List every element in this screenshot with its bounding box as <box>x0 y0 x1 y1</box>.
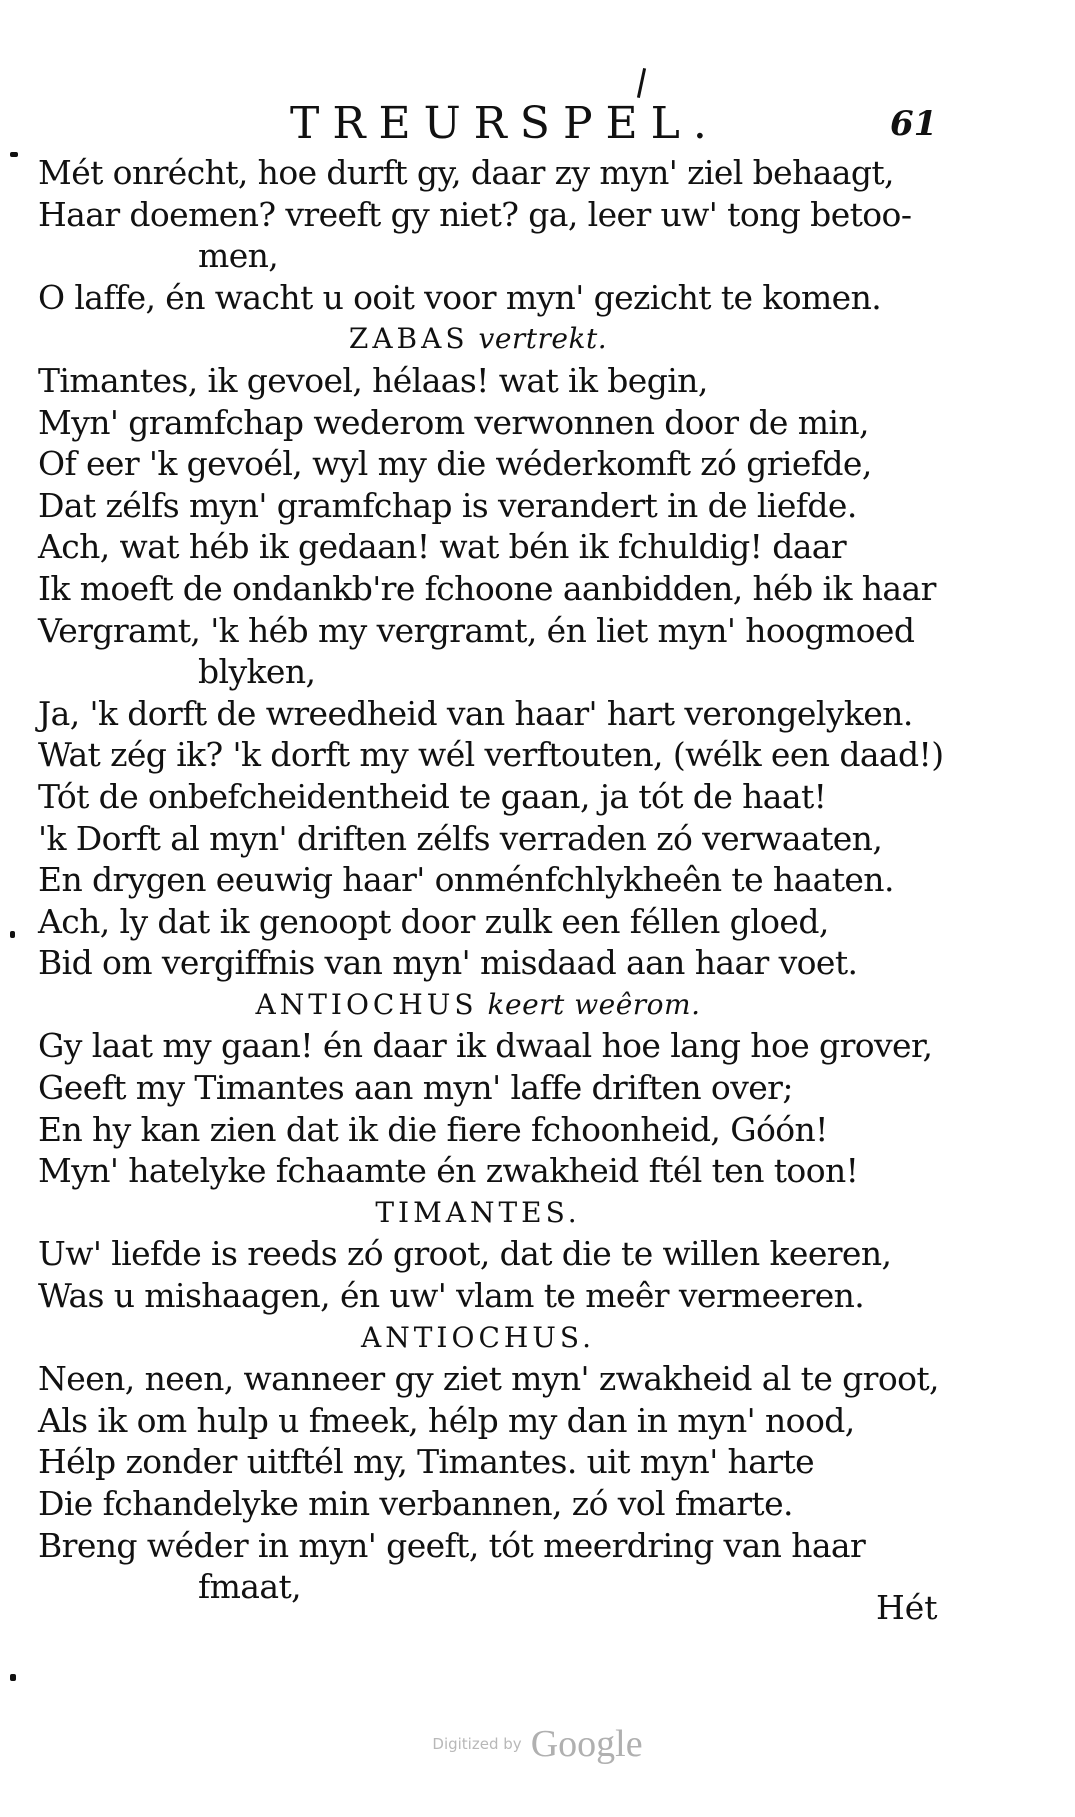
verse-line: En hy kan zien dat ik die fiere fchoonheid, Góón! <box>38 1109 828 1149</box>
verse-line: Dat zélfs myn' gramfchap is verandert in de liefde. <box>38 485 857 525</box>
google-logo: Google <box>530 1723 643 1765</box>
speaker-name: ZABAS <box>348 322 469 356</box>
verse-line: Hélp zonder uitftél my, Timantes. uit myn' harte <box>38 1442 815 1482</box>
verse-continuation: fmaat, <box>198 1567 302 1607</box>
verse-line: Die fchandelyke min verbannen, zó vol fmarte. <box>38 1484 793 1523</box>
speaker-heading <box>38 1317 958 1359</box>
speaker-heading <box>38 1192 958 1234</box>
stage-direction: keert weêrom. <box>487 987 701 1021</box>
running-title: TREURSPEL. <box>290 98 720 149</box>
verse-line: Myn' gramfchap wederom verwonnen door de min, <box>38 402 869 442</box>
digitization-watermark <box>0 1722 1075 1766</box>
verse-line: Was u mishaagen, én uw' vlam te meêr vermeeren. <box>38 1276 865 1316</box>
verse-line: Tót de onbefcheidentheid te gaan, ja tót de haat! <box>38 776 827 816</box>
verse-line: Gy laat my gaan! én daar ik dwaal hoe lang hoe grover, <box>38 1026 933 1066</box>
speaker-name: ANTIOCHUS. <box>361 1320 595 1354</box>
speaker-heading <box>38 984 958 1026</box>
verse-line: Wat zég ik? 'k dorft my wél verftouten, (wélk een daad!) <box>38 735 944 775</box>
verse-continuation: blyken, <box>198 652 316 692</box>
speaker-heading <box>38 318 958 360</box>
speaker-name: ANTIOCHUS <box>255 987 478 1021</box>
verse-line: Ach, wat héb ik gedaan! wat bén ik fchuldig! daar <box>38 527 847 567</box>
catchword: Hét <box>876 1588 938 1627</box>
verse-text <box>38 152 958 1608</box>
verse-line: Breng wéder in myn' geeft, tót meerdring van haar <box>38 1525 866 1565</box>
verse-line: Neen, neen, wanneer gy ziet myn' zwakheid al te groot, <box>38 1359 939 1399</box>
verse-line: Ach, ly dat ik genoopt door zulk een féllen gloed, <box>38 901 829 941</box>
verse-line: Timantes, ik gevoel, hélaas! wat ik begin, <box>38 360 708 400</box>
scan-speck <box>10 152 18 157</box>
stage-direction: vertrekt. <box>478 322 608 356</box>
page-header <box>0 98 1075 148</box>
verse-line: Bid om vergiffnis van myn' misdaad aan haar voet. <box>38 943 858 983</box>
verse-line: Ja, 'k dorft de wreedheid van haar' hart verongelyken. <box>38 693 913 733</box>
scan-speck <box>637 68 646 98</box>
verse-line: Vergramt, 'k héb my vergramt, én liet myn' hoogmoed <box>38 610 915 650</box>
scan-speck <box>10 1674 16 1681</box>
scan-speck <box>10 931 15 938</box>
page-number: 61 <box>890 104 938 144</box>
verse-line: Haar doemen? vreeft gy niet? ga, leer uw' tong betoo- <box>38 194 912 234</box>
verse-line: Myn' hatelyke fchaamte én zwakheid ftél ten toon! <box>38 1151 859 1191</box>
verse-line: 'k Dorft al myn' driften zélfs verraden zó verwaaten, <box>38 818 883 858</box>
verse-line: Uw' liefde is reeds zó groot, dat die te willen keeren, <box>38 1234 892 1274</box>
verse-continuation: men, <box>198 236 279 276</box>
verse-line: Als ik om hulp u fmeek, hélp my dan in myn' nood, <box>38 1400 855 1440</box>
verse-line: Ik moeft de ondankb're fchoone aanbidden, héb ik haar <box>38 568 936 608</box>
speaker-name: TIMANTES. <box>375 1195 581 1229</box>
digitized-label: Digitized by <box>432 1735 522 1753</box>
verse-line: En drygen eeuwig haar' onménfchlykheên te haaten. <box>38 860 894 900</box>
verse-line: Geeft my Timantes aan myn' laffe driften over; <box>38 1068 793 1108</box>
verse-line: O laffe, én wacht u ooit voor myn' gezicht te komen. <box>38 277 882 317</box>
verse-line: Of eer 'k gevoél, wyl my die wéderkomft zó griefde, <box>38 444 872 484</box>
verse-line: Mét onrécht, hoe durft gy, daar zy myn' ziel behaagt, <box>38 153 894 192</box>
